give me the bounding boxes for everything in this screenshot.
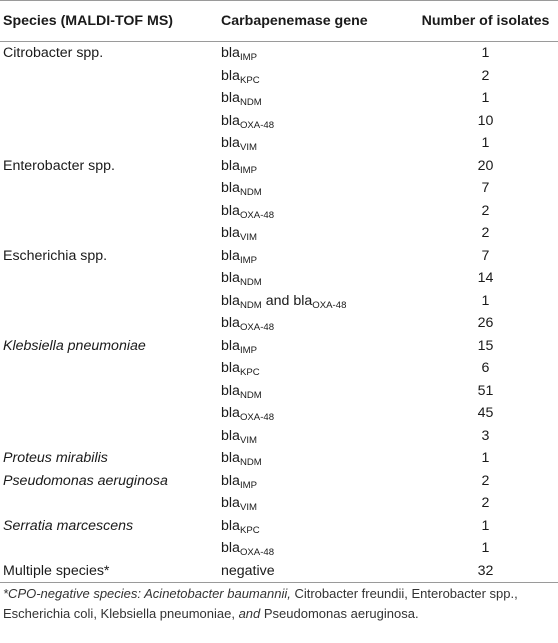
header-count: Number of isolates: [407, 1, 558, 42]
species-cell: Enterobacter spp.: [3, 157, 115, 174]
table-row: [0, 425, 558, 448]
species-cell: [0, 290, 221, 313]
species-cell: Klebsiella pneumoniae: [3, 337, 146, 354]
count-cell: 1: [481, 45, 490, 62]
count-cell: 2: [481, 67, 490, 84]
count-cell: 26: [477, 315, 494, 332]
species-cell: [0, 200, 221, 223]
table-row: [0, 537, 558, 560]
gene-cell: bla$_{IMP}$: [221, 472, 257, 491]
header-gene: Carbapenemase gene: [221, 1, 407, 42]
count-cell: 45: [477, 405, 494, 422]
count-cell: 14: [477, 270, 494, 287]
table-row: [0, 357, 558, 380]
species-cell: [0, 537, 221, 560]
table-row: [0, 245, 558, 268]
table-row: [0, 222, 558, 245]
gene-cell: bla$_{NDM}$ and bla$_{OXA-48}$: [221, 292, 347, 311]
gene-cell: bla$_{OXA-48}$: [221, 315, 275, 334]
header-species: Species (MALDI-TOF MS): [0, 1, 221, 42]
count-cell: 6: [481, 360, 490, 377]
table-row: [0, 200, 558, 223]
table-body: [0, 42, 558, 583]
species-cell: [0, 492, 221, 515]
gene-cell: bla$_{IMP}$: [221, 247, 257, 266]
gene-cell: bla$_{NDM}$: [221, 270, 262, 289]
species-cell: Proteus mirabilis: [3, 450, 108, 467]
gene-cell: bla$_{VIM}$: [221, 225, 257, 244]
table-row: [0, 560, 558, 583]
count-cell: 2: [481, 202, 490, 219]
count-cell: 7: [481, 180, 490, 197]
table-row: [0, 447, 558, 470]
count-cell: 2: [481, 495, 490, 512]
species-cell: [0, 110, 221, 133]
count-cell: 2: [481, 472, 490, 489]
gene-cell: bla$_{VIM}$: [221, 135, 257, 154]
count-cell: 1: [481, 135, 490, 152]
gene-cell: bla$_{IMP}$: [221, 337, 257, 356]
gene-cell: bla$_{KPC}$: [221, 517, 260, 536]
species-cell: [0, 222, 221, 245]
count-cell: 1: [481, 540, 490, 557]
species-cell: [0, 380, 221, 403]
table-row: [0, 155, 558, 178]
gene-cell: bla$_{NDM}$: [221, 180, 262, 199]
count-cell: 3: [481, 427, 490, 444]
gene-cell: bla$_{KPC}$: [221, 360, 260, 379]
gene-cell: bla$_{OXA-48}$: [221, 202, 275, 221]
footnote-text: Citrobacter freundii, Enterobacter spp., Escherichia coli, Klebsiella pneumoniae,: [3, 586, 518, 621]
count-cell: 15: [477, 337, 494, 354]
gene-cell: bla$_{IMP}$: [221, 157, 257, 176]
gene-cell: bla$_{VIM}$: [221, 427, 257, 446]
species-cell: Citrobacter spp.: [3, 45, 104, 62]
gene-cell: negative: [221, 560, 407, 583]
gene-cell: bla$_{OXA-48}$: [221, 112, 275, 131]
count-cell: 2: [481, 225, 490, 242]
table-row: [0, 290, 558, 313]
table-row: [0, 87, 558, 110]
species-cell: [0, 267, 221, 290]
count-cell: 10: [477, 112, 494, 129]
species-cell: [0, 65, 221, 88]
table-row: [0, 515, 558, 538]
count-cell: 1: [481, 517, 490, 534]
table-row: [0, 470, 558, 493]
table-row: [0, 177, 558, 200]
species-cell: [0, 87, 221, 110]
count-cell: 20: [477, 157, 494, 174]
gene-cell: bla$_{KPC}$: [221, 67, 260, 86]
species-cell: Multiple species*: [0, 560, 221, 583]
table-row: [0, 335, 558, 358]
table-row: [0, 380, 558, 403]
footnote-text: *CPO-negative species: Acinetobacter baumannii,: [3, 586, 295, 601]
table-row: [0, 492, 558, 515]
table-row: [0, 110, 558, 133]
count-cell: 1: [481, 450, 490, 467]
count-cell: 7: [481, 247, 490, 264]
header-row: [0, 1, 558, 42]
species-cell: Pseudomonas aeruginosa: [3, 472, 168, 489]
table-row: [0, 65, 558, 88]
species-cell: [0, 425, 221, 448]
species-cell: Serratia marcescens: [3, 517, 134, 534]
count-cell: 1: [481, 292, 490, 309]
footnote-text: and: [238, 606, 264, 621]
count-cell: 32: [407, 560, 558, 583]
gene-cell: bla$_{VIM}$: [221, 495, 257, 514]
table-row: [0, 267, 558, 290]
count-cell: 51: [477, 382, 494, 399]
table-row: [0, 402, 558, 425]
species-cell: [0, 402, 221, 425]
table-row: [0, 312, 558, 335]
table-row: [0, 132, 558, 155]
count-cell: 1: [481, 90, 490, 107]
species-cell: Escherichia spp.: [3, 247, 108, 264]
species-cell: [0, 312, 221, 335]
gene-cell: bla$_{OXA-48}$: [221, 540, 275, 559]
footnote-text: Pseudomonas aeruginosa.: [263, 606, 419, 621]
species-cell: [0, 177, 221, 200]
species-cell: [0, 132, 221, 155]
species-cell: [0, 357, 221, 380]
gene-cell: bla$_{OXA-48}$: [221, 405, 275, 424]
table-footnote: [3, 584, 555, 624]
gene-cell: bla$_{NDM}$: [221, 90, 262, 109]
gene-cell: bla$_{IMP}$: [221, 45, 257, 64]
gene-cell: bla$_{NDM}$: [221, 382, 262, 401]
table-row: [0, 42, 558, 65]
gene-cell: bla$_{NDM}$: [221, 450, 262, 469]
